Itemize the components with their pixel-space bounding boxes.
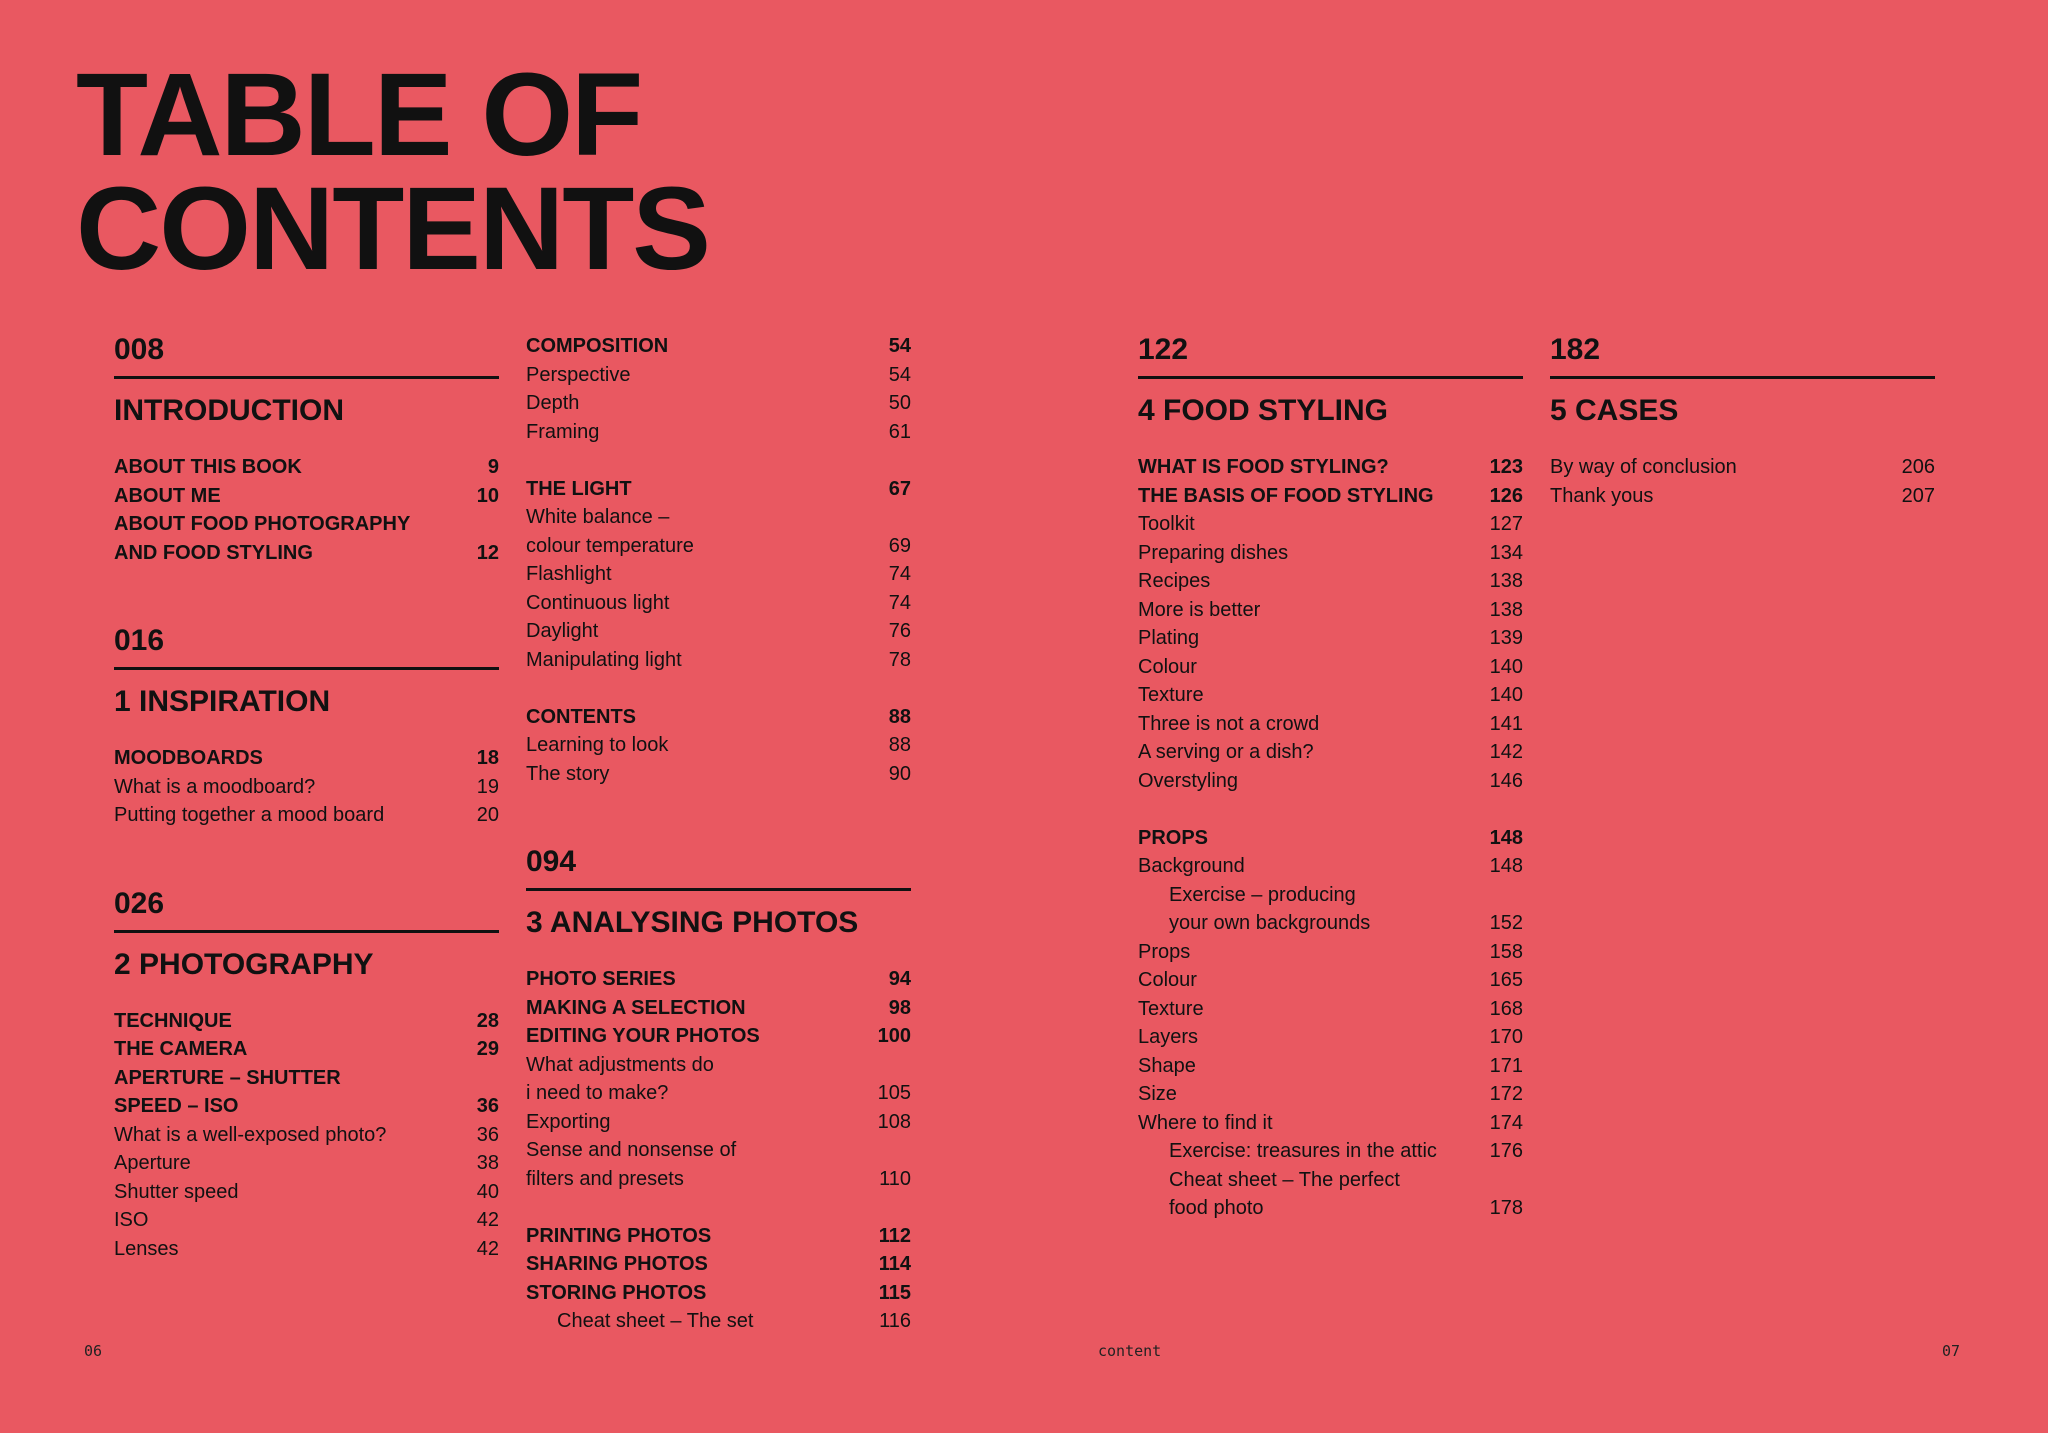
toc-heading-entry[interactable] <box>114 1007 499 1036</box>
entry-page-number: 42 <box>476 1209 499 1231</box>
entry-label: ABOUT FOOD PHOTOGRAPHY AND FOOD STYLING <box>114 513 411 564</box>
toc-entry[interactable] <box>1138 852 1523 881</box>
section-title: INTRODUCTION <box>114 394 344 427</box>
entry-page-number: 172 <box>1489 1083 1523 1105</box>
toc-entry[interactable] <box>526 503 911 560</box>
entry-page-number: 140 <box>1489 684 1523 706</box>
entry-page-number: 90 <box>888 762 911 785</box>
entry-spacer <box>526 674 911 703</box>
toc-entry[interactable] <box>1138 1109 1523 1138</box>
toc-heading-entry[interactable] <box>526 332 911 361</box>
entry-page-number: 36 <box>476 1095 499 1117</box>
entry-page-number: 116 <box>879 1310 911 1332</box>
toc-heading-entry[interactable] <box>526 994 911 1023</box>
entry-page-number: 18 <box>476 747 499 769</box>
entry-page-number: 74 <box>888 563 911 585</box>
entry-label: ABOUT ME <box>114 484 221 507</box>
entry-label: PROPS <box>1138 826 1209 849</box>
entry-page-number: 100 <box>877 1025 911 1047</box>
entry-label: Overstyling <box>1138 769 1239 792</box>
toc-entry[interactable] <box>1138 881 1523 938</box>
entry-label: Manipulating light <box>526 648 682 671</box>
toc-heading-entry[interactable] <box>1138 453 1523 482</box>
entry-page-number: 88 <box>888 705 911 728</box>
toc-heading-entry[interactable] <box>526 475 911 504</box>
entry-label: CONTENTS <box>526 705 636 728</box>
entry-label: Daylight <box>526 620 599 642</box>
entry-page-number: 206 <box>1901 456 1935 478</box>
section-title: 2 PHOTOGRAPHY <box>114 947 374 981</box>
toc-entry[interactable] <box>1138 596 1523 625</box>
toc-entry[interactable] <box>1138 995 1523 1024</box>
toc-column-3 <box>1138 332 1523 1223</box>
entry-label: By way of conclusion <box>1550 456 1737 478</box>
entry-label: Toolkit <box>1138 513 1195 535</box>
toc-entry[interactable] <box>1138 567 1523 596</box>
section-spacer <box>114 567 499 623</box>
entry-spacer <box>1138 795 1523 824</box>
toc-entry[interactable] <box>526 760 911 789</box>
entry-label: SHARING PHOTOS <box>526 1253 708 1275</box>
entry-spacer <box>526 446 911 475</box>
entry-label: Shutter speed <box>114 1180 239 1203</box>
toc-heading-entry[interactable] <box>526 965 911 994</box>
toc-entry[interactable] <box>1138 767 1523 796</box>
toc-entry[interactable] <box>526 731 911 760</box>
entry-page-number: 40 <box>476 1180 499 1203</box>
entry-page-number: 139 <box>1489 627 1523 649</box>
entry-label: Preparing dishes <box>1138 541 1289 564</box>
entry-page-number: 140 <box>1489 655 1523 678</box>
section-spacer <box>114 830 499 886</box>
section-number: 122 <box>1138 332 1523 379</box>
entry-page-number: 94 <box>888 968 911 990</box>
section-number: 016 <box>114 623 499 670</box>
entry-page-number: 9 <box>487 456 499 478</box>
toc-heading-entry[interactable] <box>526 1250 911 1279</box>
entry-label: THE BASIS OF FOOD STYLING <box>1138 484 1434 507</box>
entry-label: Flashlight <box>526 563 612 585</box>
toc-column-1 <box>114 332 499 1263</box>
toc-column-4 <box>1550 332 1935 510</box>
entry-page-number: 69 <box>888 534 911 557</box>
entry-page-number: 88 <box>888 734 911 756</box>
entry-page-number: 171 <box>1489 1054 1523 1077</box>
entry-label: Layers <box>1138 1026 1199 1048</box>
entry-label: White balance – colour temperature <box>526 506 694 557</box>
entry-page-number: 141 <box>1489 712 1523 735</box>
toc-entry[interactable] <box>526 418 911 447</box>
entry-label: Continuous light <box>526 591 670 614</box>
section-number: 182 <box>1550 332 1935 379</box>
entry-page-number: 74 <box>888 591 911 614</box>
toc-column-2 <box>526 332 911 1336</box>
entry-page-number: 112 <box>878 1224 911 1247</box>
toc-entry[interactable] <box>1138 1052 1523 1081</box>
toc-entry[interactable] <box>1138 539 1523 568</box>
entry-page-number: 168 <box>1489 997 1523 1020</box>
entry-label: Props <box>1138 940 1191 963</box>
toc-entry[interactable] <box>526 646 911 675</box>
entry-label: Exporting <box>526 1110 611 1133</box>
entry-label: Size <box>1138 1083 1177 1105</box>
entry-label: THE LIGHT <box>526 477 632 500</box>
entry-page-number: 105 <box>877 1082 911 1104</box>
entry-label: PRINTING PHOTOS <box>526 1224 712 1247</box>
toc-entry[interactable] <box>114 1206 499 1235</box>
entry-page-number: 138 <box>1489 598 1523 621</box>
entry-label: Cheat sheet – The set <box>557 1310 754 1332</box>
toc-entry[interactable] <box>526 1136 911 1193</box>
entry-label: Texture <box>1138 684 1204 706</box>
entry-label: TECHNIQUE <box>114 1009 232 1032</box>
section-spacer <box>526 788 911 844</box>
toc-heading-entry[interactable] <box>1138 482 1523 511</box>
entry-label: A serving or a dish? <box>1138 741 1314 763</box>
entry-page-number: 174 <box>1489 1111 1523 1134</box>
toc-entry[interactable] <box>1138 1137 1523 1166</box>
toc-heading-entry[interactable] <box>526 1022 911 1051</box>
entry-label: Three is not a crowd <box>1138 712 1320 735</box>
section-title: 5 CASES <box>1550 394 1679 427</box>
toc-entry[interactable] <box>526 361 911 390</box>
toc-entry[interactable] <box>1138 738 1523 767</box>
toc-entry[interactable] <box>114 1235 499 1264</box>
entry-page-number: 178 <box>1489 1197 1523 1219</box>
entry-label: EDITING YOUR PHOTOS <box>526 1025 760 1047</box>
entry-label: MOODBOARDS <box>114 747 263 769</box>
entry-page-number: 38 <box>476 1152 499 1174</box>
entry-label: ISO <box>114 1209 149 1231</box>
toc-heading-entry[interactable] <box>526 1222 911 1251</box>
running-footer: content <box>1098 1342 1162 1360</box>
toc-heading-entry[interactable] <box>526 1279 911 1308</box>
entry-label: PHOTO SERIES <box>526 968 676 990</box>
entry-label: Lenses <box>114 1237 179 1260</box>
entry-page-number: 126 <box>1489 484 1523 507</box>
entry-spacer <box>526 1193 911 1222</box>
entry-label: WHAT IS FOOD STYLING? <box>1138 456 1389 478</box>
entry-label: THE CAMERA <box>114 1038 248 1060</box>
toc-entry[interactable] <box>114 801 499 830</box>
toc-entry[interactable] <box>1138 681 1523 710</box>
entry-label: Depth <box>526 392 580 414</box>
entry-page-number: 108 <box>877 1110 911 1133</box>
toc-entry[interactable] <box>1550 453 1935 482</box>
entry-label: Recipes <box>1138 570 1211 592</box>
toc-entry[interactable] <box>1138 624 1523 653</box>
toc-heading-entry[interactable] <box>114 453 499 482</box>
entry-page-number: 134 <box>1489 541 1523 564</box>
entry-label: STORING PHOTOS <box>526 1281 707 1304</box>
entry-label: APERTURE – SHUTTER SPEED – ISO <box>114 1066 341 1117</box>
entry-page-number: 114 <box>878 1253 911 1275</box>
toc-heading-entry[interactable] <box>114 482 499 511</box>
entry-page-number: 42 <box>476 1237 499 1260</box>
entry-page-number: 138 <box>1489 570 1523 592</box>
toc-entry[interactable] <box>526 1307 911 1336</box>
entry-page-number: 20 <box>476 804 499 826</box>
entry-page-number: 170 <box>1489 1026 1523 1048</box>
toc-heading-entry[interactable] <box>526 703 911 732</box>
entry-label: Exercise: treasures in the attic <box>1169 1140 1437 1162</box>
toc-entry[interactable] <box>1138 1023 1523 1052</box>
entry-page-number: 165 <box>1489 969 1523 991</box>
toc-heading-entry[interactable] <box>114 510 499 567</box>
entry-label: Aperture <box>114 1152 191 1174</box>
entry-label: Learning to look <box>526 734 669 756</box>
entry-page-number: 10 <box>476 484 499 507</box>
toc-entry[interactable] <box>1138 966 1523 995</box>
toc-entry[interactable] <box>526 589 911 618</box>
entry-label: MAKING A SELECTION <box>526 996 746 1019</box>
entry-page-number: 148 <box>1489 826 1523 849</box>
entry-page-number: 36 <box>476 1123 499 1146</box>
section-title: 1 INSPIRATION <box>114 685 331 718</box>
toc-entry[interactable] <box>114 1121 499 1150</box>
section-title: 4 FOOD STYLING <box>1138 394 1389 427</box>
toc-heading-entry[interactable] <box>1138 824 1523 853</box>
entry-page-number: 207 <box>1901 484 1935 507</box>
entry-page-number: 67 <box>888 477 911 500</box>
entry-label: Where to find it <box>1138 1111 1273 1134</box>
entry-page-number: 176 <box>1489 1140 1523 1162</box>
title-line-2: CONTENTS <box>76 163 709 295</box>
entry-page-number: 61 <box>888 420 911 443</box>
entry-page-number: 78 <box>888 648 911 671</box>
entry-label: ABOUT THIS BOOK <box>114 456 302 478</box>
entry-page-number: 158 <box>1489 940 1523 963</box>
toc-entry[interactable] <box>1138 1166 1523 1223</box>
entry-label: Cheat sheet – The perfect food photo <box>1169 1168 1400 1219</box>
toc-entry[interactable] <box>526 560 911 589</box>
entry-page-number: 127 <box>1489 513 1523 535</box>
entry-label: Texture <box>1138 997 1204 1020</box>
toc-entry[interactable] <box>526 617 911 646</box>
entry-page-number: 115 <box>878 1281 911 1304</box>
section-title: 3 ANALYSING PHOTOS <box>526 906 859 939</box>
toc-entry[interactable] <box>526 389 911 418</box>
entry-page-number: 29 <box>476 1038 499 1060</box>
entry-label: What adjustments do i need to make? <box>526 1053 714 1104</box>
entry-page-number: 142 <box>1489 741 1523 763</box>
toc-entry[interactable] <box>114 1178 499 1207</box>
entry-label: Exercise – producing your own backgrounds <box>1169 883 1371 934</box>
entry-page-number: 123 <box>1489 456 1523 478</box>
toc-entry[interactable] <box>1138 653 1523 682</box>
entry-page-number: 110 <box>879 1167 911 1190</box>
entry-page-number: 50 <box>888 392 911 414</box>
entry-page-number: 54 <box>888 335 911 357</box>
entry-label: COMPOSITION <box>526 335 669 357</box>
toc-entry[interactable] <box>526 1051 911 1108</box>
entry-label: More is better <box>1138 598 1261 621</box>
page-title <box>76 49 709 295</box>
entry-label: Colour <box>1138 969 1197 991</box>
toc-entry[interactable] <box>1138 1080 1523 1109</box>
toc-entry[interactable] <box>1138 938 1523 967</box>
entry-label: Shape <box>1138 1054 1196 1077</box>
entry-label: Thank yous <box>1550 484 1654 507</box>
entry-page-number: 146 <box>1489 769 1523 792</box>
entry-page-number: 28 <box>476 1009 499 1032</box>
page-number-right: 07 <box>1942 1342 1961 1360</box>
section-number: 026 <box>114 886 499 933</box>
page-number-left: 06 <box>84 1342 103 1360</box>
entry-label: Background <box>1138 855 1245 877</box>
toc-entry[interactable] <box>114 1149 499 1178</box>
title-line-1: TABLE OF <box>76 49 642 181</box>
entry-page-number: 76 <box>888 620 911 642</box>
entry-label: Putting together a mood board <box>114 804 385 826</box>
entry-page-number: 148 <box>1489 855 1523 877</box>
entry-label: Colour <box>1138 655 1197 678</box>
entry-page-number: 98 <box>888 996 911 1019</box>
entry-label: Framing <box>526 420 600 443</box>
entry-page-number: 12 <box>476 541 499 564</box>
toc-heading-entry[interactable] <box>114 1064 499 1121</box>
entry-page-number: 54 <box>888 363 911 386</box>
entry-page-number: 19 <box>476 775 499 798</box>
section-number: 094 <box>526 844 911 891</box>
toc-entry[interactable] <box>114 773 499 802</box>
entry-label: What is a moodboard? <box>114 775 316 798</box>
toc-entry[interactable] <box>1138 710 1523 739</box>
section-number: 008 <box>114 332 499 379</box>
entry-label: Perspective <box>526 363 631 386</box>
entry-page-number: 152 <box>1489 912 1523 934</box>
entry-label: What is a well-exposed photo? <box>114 1123 387 1146</box>
toc-entry[interactable] <box>526 1108 911 1137</box>
entry-label: Plating <box>1138 627 1200 649</box>
toc-heading-entry[interactable] <box>114 1035 499 1064</box>
toc-entry[interactable] <box>1138 510 1523 539</box>
entry-label: The story <box>526 762 610 785</box>
toc-heading-entry[interactable] <box>114 744 499 773</box>
toc-entry[interactable] <box>1550 482 1935 511</box>
entry-label: Sense and nonsense of filters and presets <box>526 1139 737 1190</box>
